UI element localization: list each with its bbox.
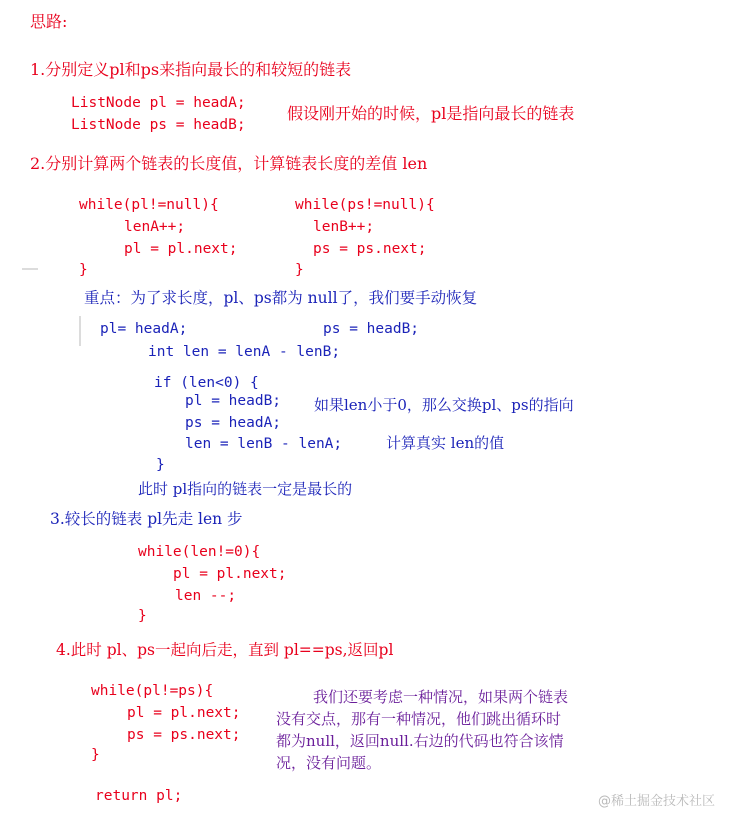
step2-right-advance: ps = ps.next; — [313, 241, 427, 257]
step2-right-close: } — [295, 262, 304, 278]
title: 思路: — [30, 12, 68, 31]
if-len: len = lenB - lenA; — [185, 436, 343, 452]
step1-note: 假设刚开始的时候，pl是指向最长的链表 — [287, 104, 575, 123]
watermark: @稀土掘金技术社区 — [598, 794, 716, 809]
step2-left-close: } — [79, 262, 88, 278]
scan-mark — [22, 268, 38, 270]
step3-close: } — [138, 608, 147, 624]
if-swap-ps: ps = headA; — [185, 415, 282, 431]
step2-heading: 2.分别计算两个链表的长度值，计算链表长度的差值 len — [30, 154, 428, 173]
step4-note-line-3: 都为null，返回null.右边的代码也符合该情 — [276, 732, 564, 750]
step2-right-increment: lenB++; — [313, 219, 375, 235]
reset-right: ps = headB; — [323, 321, 420, 337]
step3-while: while(len!=0){ — [138, 544, 261, 560]
calc-note: 计算真实 len的值 — [386, 434, 505, 452]
step3-advance: pl = pl.next; — [173, 566, 287, 582]
if-open: if (len<0) { — [154, 375, 259, 391]
step1-code-line-1: ListNode pl = headA; — [71, 95, 246, 111]
step4-heading: 4.此时 pl、ps一起向后走，直到 pl==ps,返回pl — [56, 641, 394, 659]
after-note: 此时 pl指向的链表一定是最长的 — [138, 480, 353, 498]
scan-mark-vertical — [79, 316, 81, 346]
return-line: return pl; — [95, 788, 183, 804]
step4-note-line-1: 我们还要考虑一种情况，如果两个链表 — [313, 688, 569, 706]
step4-close: } — [91, 747, 100, 763]
step3-heading: 3.较长的链表 pl先走 len 步 — [50, 510, 243, 528]
reset-left: pl= headA; — [100, 321, 188, 337]
step2-left-advance: pl = pl.next; — [124, 241, 238, 257]
swap-note: 如果len小于0，那么交换pl、ps的指向 — [314, 396, 574, 414]
len-line: int len = lenA - lenB; — [148, 344, 341, 360]
step4-while: while(pl!=ps){ — [91, 683, 214, 699]
step2-right-while: while(ps!=null){ — [295, 197, 435, 213]
step3-decrement: len --; — [175, 588, 237, 604]
step2-left-while: while(pl!=null){ — [79, 197, 219, 213]
step4-note-line-4: 况，没有问题。 — [276, 754, 382, 772]
step1-heading: 1.分别定义pl和ps来指向最长的和较短的链表 — [30, 60, 352, 79]
if-swap-pl: pl = headB; — [185, 393, 282, 409]
step2-left-increment: lenA++; — [124, 219, 186, 235]
if-close: } — [156, 457, 165, 473]
step4-advance-ps: ps = ps.next; — [127, 727, 241, 743]
step4-advance-pl: pl = pl.next; — [127, 705, 241, 721]
step4-note-line-2: 没有交点，那有一种情况，他们跳出循环时 — [276, 710, 562, 728]
step1-code-line-2: ListNode ps = headB; — [71, 117, 246, 133]
key-note: 重点：为了求长度，pl、ps都为 null了，我们要手动恢复 — [84, 289, 478, 307]
